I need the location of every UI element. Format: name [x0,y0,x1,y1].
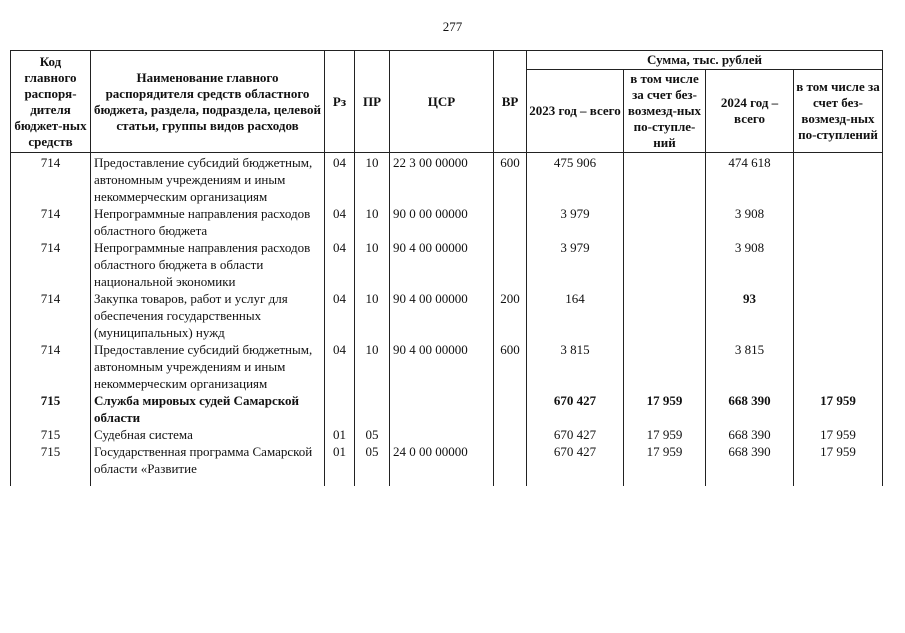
cell-vr [494,205,527,239]
cell-vr [494,392,527,426]
cell-name: Предоставление субсидий бюджетным, автономным учреждениям и иным некоммерческим организациям [91,341,325,392]
spacer-cell [355,477,390,486]
page-number: 277 [442,19,463,34]
cell-csr: 22 3 00 00000 [390,153,494,206]
header-2024-grants: в том числе за счет без-возмезд-ных по-ступлений [794,70,883,153]
cell-rz: 04 [325,153,355,206]
cell-pr: 05 [355,426,390,443]
table-row [11,341,883,392]
cell-vr: 600 [494,153,527,206]
cell-2023-total: 475 906 [527,153,624,206]
cell-2023-grants [624,153,706,206]
cell-csr [390,426,494,443]
cell-name: Судебная система [91,426,325,443]
spacer-cell [390,477,494,486]
spacer-cell [91,477,325,486]
cell-rz: 04 [325,341,355,392]
table-spacer-row [11,477,883,486]
cell-name: Служба мировых судей Самарской области [91,392,325,426]
table-row [11,392,883,426]
table-row [11,443,883,477]
header-code: Код главного распоря-дителя бюджет-ных средств [11,51,91,153]
cell-pr: 10 [355,205,390,239]
budget-table [10,50,883,486]
spacer-cell [11,477,91,486]
header-2023-grants: в том числе за счет без-возмезд-ных по-ступле-ний [624,70,706,153]
header-2023-total: 2023 год – всего [527,70,624,153]
cell-2023-grants: 17 959 [624,443,706,477]
cell-rz: 01 [325,426,355,443]
spacer-cell [624,477,706,486]
cell-vr [494,426,527,443]
cell-name: Непрограммные направления расходов областного бюджета в области национальной экономики [91,239,325,290]
cell-2023-grants [624,341,706,392]
cell-vr [494,443,527,477]
cell-pr: 10 [355,290,390,341]
cell-rz [325,392,355,426]
cell-2023-total: 670 427 [527,426,624,443]
table-body [11,153,883,487]
cell-name: Закупка товаров, работ и услуг для обеспечения государственных (муниципальных) нужд [91,290,325,341]
cell-csr: 24 0 00 00000 [390,443,494,477]
cell-2023-grants: 17 959 [624,426,706,443]
header-pr: ПР [355,51,390,153]
cell-code: 714 [11,341,91,392]
spacer-cell [794,477,883,486]
cell-csr: 90 4 00 00000 [390,290,494,341]
cell-code: 714 [11,239,91,290]
cell-2023-grants: 17 959 [624,392,706,426]
cell-2023-total: 164 [527,290,624,341]
table-row [11,239,883,290]
cell-2024-total: 474 618 [706,153,794,206]
cell-2024-total: 3 815 [706,341,794,392]
cell-csr: 90 4 00 00000 [390,239,494,290]
cell-rz: 04 [325,239,355,290]
cell-rz: 04 [325,290,355,341]
cell-2023-grants [624,290,706,341]
spacer-cell [527,477,624,486]
cell-2024-grants: 17 959 [794,426,883,443]
cell-code: 714 [11,205,91,239]
cell-code: 715 [11,443,91,477]
cell-rz: 01 [325,443,355,477]
cell-csr: 90 0 00 00000 [390,205,494,239]
cell-2023-total: 670 427 [527,443,624,477]
cell-2024-grants: 17 959 [794,392,883,426]
spacer-cell [494,477,527,486]
cell-2024-total: 668 390 [706,392,794,426]
spacer-cell [706,477,794,486]
cell-pr: 10 [355,239,390,290]
cell-2024-total: 3 908 [706,239,794,290]
cell-rz: 04 [325,205,355,239]
cell-2023-total: 3 979 [527,239,624,290]
cell-2023-total: 670 427 [527,392,624,426]
header-2024-total: 2024 год – всего [706,70,794,153]
header-sum-group: Сумма, тыс. рублей [527,51,883,70]
cell-2024-total: 3 908 [706,205,794,239]
cell-2023-grants [624,205,706,239]
header-name: Наименование главного распорядителя средств областного бюджета, раздела, подраздела, целевой статьи, группы видов расходов [91,51,325,153]
cell-2024-total: 668 390 [706,426,794,443]
cell-2024-grants: 17 959 [794,443,883,477]
cell-2024-grants [794,239,883,290]
cell-2023-total: 3 979 [527,205,624,239]
header-rz: Рз [325,51,355,153]
cell-2023-total: 3 815 [527,341,624,392]
cell-vr: 200 [494,290,527,341]
cell-code: 715 [11,426,91,443]
cell-2024-grants [794,290,883,341]
cell-2023-grants [624,239,706,290]
cell-2024-grants [794,205,883,239]
cell-code: 714 [11,290,91,341]
cell-pr [355,392,390,426]
table-row [11,153,883,206]
header-csr: ЦСР [390,51,494,153]
cell-pr: 10 [355,341,390,392]
spacer-cell [325,477,355,486]
cell-2024-total: 93 [706,290,794,341]
cell-csr [390,392,494,426]
cell-2024-grants [794,341,883,392]
cell-vr: 600 [494,341,527,392]
cell-2024-grants [794,153,883,206]
cell-pr: 05 [355,443,390,477]
cell-csr: 90 4 00 00000 [390,341,494,392]
table-header [11,51,883,153]
cell-name: Государственная программа Самарской области «Развитие [91,443,325,477]
cell-pr: 10 [355,153,390,206]
table-row [11,426,883,443]
table-row [11,205,883,239]
cell-code: 715 [11,392,91,426]
table-row [11,290,883,341]
header-vr: ВР [494,51,527,153]
cell-2024-total: 668 390 [706,443,794,477]
cell-code: 714 [11,153,91,206]
cell-vr [494,239,527,290]
cell-name: Предоставление субсидий бюджетным, автономным учреждениям и иным некоммерческим организациям [91,153,325,206]
cell-name: Непрограммные направления расходов областного бюджета [91,205,325,239]
